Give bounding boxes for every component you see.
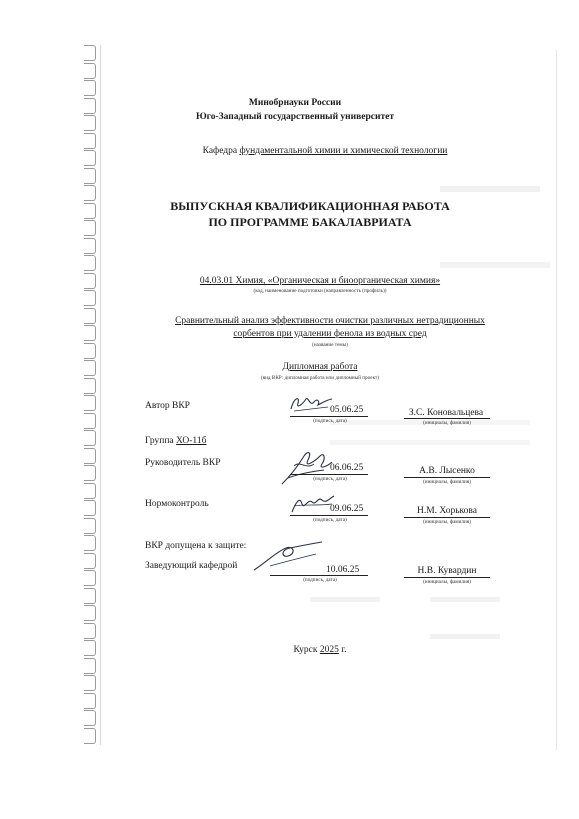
supervisor-sign-line xyxy=(290,474,368,475)
binding-hole xyxy=(84,168,96,184)
topic-line1: Сравнительный анализ эффективности очистки различных нетрадиционных xyxy=(175,316,485,326)
direction-caption: (код, наименование подготовки (направленность (профиль)) xyxy=(253,288,387,294)
normcontrol-sign-line xyxy=(290,515,368,516)
supervisor-name: А.В. Лысенко xyxy=(419,466,475,476)
supervisor-name-line xyxy=(404,477,490,478)
university-name: Юго-Западный государственный университет xyxy=(195,112,394,122)
supervisor-date: 06.06.25 xyxy=(330,463,364,473)
head-sign-line xyxy=(270,575,368,576)
supervisor-name-caption: (инициалы, фамилия) xyxy=(423,479,471,485)
binding-edge xyxy=(100,45,101,745)
binding-hole xyxy=(84,413,96,429)
binding-hole xyxy=(84,605,96,621)
group-value: ХО-11б xyxy=(176,436,207,446)
author-label: Автор ВКР xyxy=(145,401,190,411)
title-line2: ПО ПРОГРАММЕ БАКАЛАВРИАТА xyxy=(208,215,412,229)
binding-hole xyxy=(84,465,96,481)
binding-hole xyxy=(84,238,96,254)
author-sign-line xyxy=(290,416,368,417)
binding-hole xyxy=(84,45,96,61)
topic-caption: (название темы) xyxy=(312,342,348,348)
author-sign-caption: (подпись, дата) xyxy=(313,418,347,424)
city: Курск xyxy=(293,645,320,655)
binding-hole xyxy=(84,98,96,114)
binding-hole xyxy=(84,448,96,464)
binding-hole xyxy=(84,255,96,271)
author-signature xyxy=(288,393,334,415)
normcontrol-label: Нормоконтроль xyxy=(145,499,209,509)
binding-hole xyxy=(84,675,96,691)
head-label: Заведующий кафедрой xyxy=(145,561,238,571)
binding-hole xyxy=(84,325,96,341)
ring-binding xyxy=(78,45,106,745)
group-line xyxy=(145,436,206,446)
binding-hole xyxy=(84,273,96,289)
binding-hole xyxy=(84,693,96,709)
direction-value: 04.03.01 Химия, «Органическая и биоорганическая химия» xyxy=(199,276,441,286)
binding-hole xyxy=(84,728,96,744)
binding-hole xyxy=(84,430,96,446)
binding-hole xyxy=(84,570,96,586)
city-year xyxy=(260,645,380,655)
work-type-value: Дипломная работа xyxy=(282,362,358,372)
department-name: фундаментальной химии и химической технологии xyxy=(239,146,448,156)
department-prefix: Кафедра xyxy=(202,146,240,156)
binding-hole xyxy=(84,553,96,569)
binding-hole xyxy=(84,378,96,394)
binding-hole xyxy=(84,640,96,656)
binding-hole xyxy=(84,63,96,79)
binding-hole xyxy=(84,658,96,674)
normcontrol-name-line xyxy=(404,517,490,518)
normcontrol-name-caption: (инициалы, фамилия) xyxy=(423,519,471,525)
binding-hole xyxy=(84,150,96,166)
page-edge xyxy=(556,50,557,750)
binding-hole xyxy=(84,185,96,201)
binding-hole xyxy=(84,535,96,551)
supervisor-sign-caption: (подпись, дата) xyxy=(313,476,347,482)
binding-hole xyxy=(84,115,96,131)
binding-hole xyxy=(84,395,96,411)
supervisor-signature xyxy=(278,448,334,488)
binding-hole xyxy=(84,500,96,516)
binding-hole xyxy=(84,588,96,604)
topic-line2: сорбентов при удалении фенола из водных сред xyxy=(233,329,427,339)
supervisor-label: Руководитель ВКР xyxy=(145,458,221,468)
binding-hole xyxy=(84,308,96,324)
author-name-caption: (инициалы, фамилия) xyxy=(423,420,471,426)
ministry-name: Минобрнауки России xyxy=(248,98,342,108)
department-line xyxy=(150,146,500,156)
year-suffix: г. xyxy=(338,645,347,655)
head-name-caption: (инициалы, фамилия) xyxy=(423,579,471,585)
binding-hole xyxy=(84,80,96,96)
head-signature xyxy=(250,540,330,574)
author-name: З.С. Коновальцева xyxy=(408,408,484,418)
head-name-line xyxy=(404,577,490,578)
binding-hole xyxy=(84,360,96,376)
author-name-line xyxy=(404,418,490,419)
binding-hole xyxy=(84,220,96,236)
normcontrol-date: 09.06.25 xyxy=(330,504,364,514)
author-date: 05.06.25 xyxy=(330,405,364,415)
work-type-caption: (вид ВКР: дипломная работа или дипломный проект) xyxy=(260,375,380,381)
title-line1: ВЫПУСКНАЯ КВАЛИФИКАЦИОННАЯ РАБОТА xyxy=(170,199,450,213)
binding-hole xyxy=(84,133,96,149)
year: 2025 xyxy=(319,645,339,655)
head-name: Н.В. Кувардин xyxy=(417,566,477,576)
binding-hole xyxy=(84,203,96,219)
binding-hole xyxy=(84,518,96,534)
normcontrol-name: Н.М. Хорькова xyxy=(417,506,477,516)
binding-hole xyxy=(84,290,96,306)
binding-hole xyxy=(84,343,96,359)
binding-hole xyxy=(84,623,96,639)
admission-label: ВКР допущена к защите: xyxy=(145,541,247,551)
normcontrol-sign-caption: (подпись, дата) xyxy=(313,517,347,523)
head-sign-caption: (подпись, дата) xyxy=(303,577,337,583)
binding-hole xyxy=(84,483,96,499)
head-date: 10.06.25 xyxy=(326,565,360,575)
group-label: Группа xyxy=(145,436,177,446)
binding-hole xyxy=(84,710,96,726)
